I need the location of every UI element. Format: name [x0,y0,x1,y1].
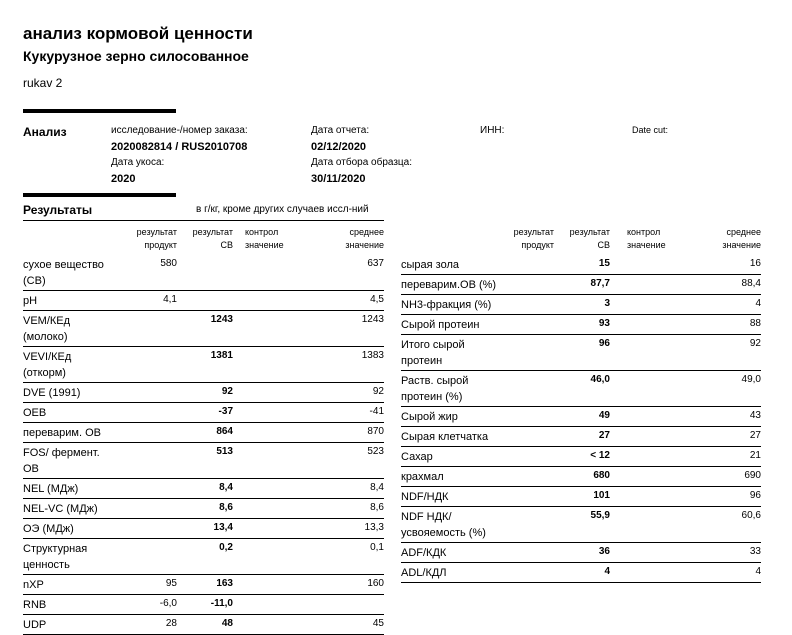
row-control-value [233,595,295,615]
table-row [401,447,761,467]
row-control-value [610,371,672,407]
row-dm-value: 48 [221,618,233,629]
units-note: в г/кг, кроме других случаев иссл-ний [196,204,369,215]
col-dm-header: результат СВ [192,227,233,250]
row-name: OEB [23,407,47,419]
row-product-value [498,447,554,467]
row-avg-value: 1383 [361,350,384,361]
table-row [23,519,384,539]
row-name: Сырой жир [401,411,458,423]
row-avg-value: 60,6 [741,510,761,521]
row-avg-value: 8,6 [370,502,384,513]
row-dm-value: 163 [216,578,233,589]
row-name: Итого сырой протеин [401,339,465,367]
row-control-value [610,543,672,563]
row-dm-value: 55,9 [590,510,610,521]
row-avg-value: 88,4 [741,278,761,289]
row-control-value [233,291,295,311]
row-dm-value: 513 [216,446,233,457]
row-name: ОЭ (МДж) [23,523,74,535]
results-title: Результаты [23,203,93,217]
row-avg-value: 45 [372,618,384,629]
row-name: pH [23,295,38,307]
row-avg-value: 27 [749,430,761,441]
col-product-header: результат продукт [513,227,554,250]
row-product-value [117,383,177,403]
row-dm-value [177,255,233,291]
row-avg-value: 870 [367,426,384,437]
row-product-value [498,295,554,315]
sample-date-label: Дата отбора образца: [311,157,412,168]
table-header-row [23,226,384,255]
row-name: Сырой протеин [401,319,480,331]
row-dm-value: 13,4 [213,522,233,533]
row-avg-value: 1243 [361,314,384,325]
results-table-left [23,226,384,635]
row-product-value [117,539,177,575]
row-product-value [498,255,554,275]
order-label: исследование-/номер заказа: [111,125,248,136]
row-name: NEL (МДж) [23,483,79,495]
table-row [23,499,384,519]
col-dm-header: результат СВ [569,227,610,250]
row-name: nXP [23,579,44,591]
row-avg-value: -41 [369,406,384,417]
table-row [23,311,384,347]
row-name: NDF/НДК [401,491,449,503]
row-dm-value: 8,4 [219,482,233,493]
row-control-value [233,615,295,635]
row-name: ADF/КДК [401,547,447,559]
row-control-value [610,315,672,335]
table-row [23,291,384,311]
report-date-label: Дата отчета: [311,125,370,136]
row-product-value [498,315,554,335]
row-dm-value: 87,7 [590,278,610,289]
table-row [23,403,384,423]
row-control-value [610,295,672,315]
row-dm-value [177,291,233,311]
col-avg-header: среднее значение [722,227,761,250]
row-control-value [610,467,672,487]
row-name: Структурная ценность [23,543,88,571]
row-control-value [233,383,295,403]
row-control-value [233,499,295,519]
table-row [23,615,384,635]
table-row [23,575,384,595]
row-dm-value: 101 [593,490,610,501]
row-name: ADL/КДЛ [401,567,447,579]
table-row [23,443,384,479]
row-dm-value: 36 [598,546,610,557]
table-row [23,595,384,615]
row-control-value [610,255,672,275]
row-control-value [610,487,672,507]
row-dm-value: 46,0 [590,374,610,385]
order-value: 2020082814 / RUS2010708 [111,141,248,153]
table-row [401,427,761,447]
row-control-value [233,311,295,347]
table-row [23,479,384,499]
harvest-date-label: Дата укоса: [111,157,165,168]
row-product-value [117,479,177,499]
table-row [401,507,761,543]
row-dm-value: 93 [598,318,610,329]
row-dm-value: 680 [593,470,610,481]
table-row [401,563,761,583]
report-subtitle: Кукурузное зерно силосованное [23,48,249,64]
analysis-section-label: Анализ [23,125,67,139]
row-control-value [610,507,672,543]
row-control-value [610,335,672,371]
report-title: анализ кормовой ценности [23,24,253,43]
report-date-value: 02/12/2020 [311,141,367,153]
table-row [23,383,384,403]
row-avg-value: 88 [749,318,761,329]
row-avg-value: 8,4 [370,482,384,493]
results-divider [23,220,384,221]
col-product-header: результат продукт [136,227,177,250]
row-control-value [233,443,295,479]
row-avg-value: 4,5 [370,294,384,305]
row-dm-value: 96 [598,338,610,349]
report-author: rukav 2 [23,76,63,90]
row-control-value [233,575,295,595]
row-name: RNB [23,599,47,611]
row-name: сухое вещество (СВ) [23,259,104,287]
row-control-value [233,423,295,443]
row-control-value [233,479,295,499]
table-row [401,255,761,275]
row-product-value: -6,0 [159,598,177,609]
row-control-value [233,403,295,423]
row-product-value [498,543,554,563]
row-product-value [117,311,177,347]
row-avg-value: 0,1 [370,542,384,553]
row-dm-value: 4 [604,566,610,577]
row-product-value [117,423,177,443]
row-name: переварим.ОВ (%) [401,279,497,291]
row-control-value [233,519,295,539]
row-name: NH3-фракция (%) [401,299,492,311]
table-row [401,543,761,563]
row-name: крахмал [401,471,444,483]
row-product-value [117,403,177,423]
col-control-header: контрол значение [245,227,284,250]
row-product-value [498,467,554,487]
row-dm-value: -11,0 [210,598,233,609]
date-cut-label: Date cut: [632,125,669,135]
row-product-value: 28 [165,618,177,629]
row-product-value [498,507,554,543]
row-product-value: 95 [165,578,177,589]
row-avg-value: 92 [749,338,761,349]
row-product-value [117,443,177,479]
row-avg-value: 4 [755,566,761,577]
results-table-right [401,226,761,583]
table-row [401,467,761,487]
row-avg-value: 49,0 [741,374,761,385]
row-product-value [117,499,177,519]
table-row [401,275,761,295]
row-avg-value: 33 [749,546,761,557]
row-control-value [233,347,295,383]
row-avg-value: 523 [367,446,384,457]
table-header-row [401,226,761,255]
table-row [23,347,384,383]
row-avg-value: 92 [372,386,384,397]
row-name: переварим. ОВ [23,427,101,439]
harvest-date-value: 2020 [111,173,136,185]
row-dm-value: 3 [604,298,610,309]
row-control-value [233,539,295,575]
row-product-value [117,347,177,383]
row-dm-value: 49 [598,410,610,421]
row-control-value [233,255,295,291]
row-product-value: 580 [160,258,177,269]
row-avg-value: 637 [367,258,384,269]
table-row [401,295,761,315]
row-dm-value: 27 [598,430,610,441]
col-avg-header: среднее значение [345,227,384,250]
row-name: DVE (1991) [23,387,81,399]
row-name: NDF НДК/усвояемость (%) [401,511,486,539]
row-name: VEVI/КЕд (откорм) [23,351,72,379]
row-name: Сырая клетчатка [401,431,489,443]
sample-date-value: 30/11/2020 [311,173,366,185]
row-product-value [498,335,554,371]
col-control-header: контрол значение [627,227,666,250]
row-avg-value: 21 [749,450,761,461]
row-dm-value: 1381 [210,350,233,361]
row-avg-value: 16 [749,258,761,269]
table-row [23,539,384,575]
table-row [401,371,761,407]
row-product-value [498,407,554,427]
row-product-value [117,519,177,539]
row-name: Раств. сырой протеин (%) [401,375,469,403]
row-control-value [610,447,672,467]
row-control-value [610,563,672,583]
table-row [401,335,761,371]
row-dm-value: 864 [216,426,233,437]
row-dm-value: 1243 [210,314,233,325]
row-product-value [498,427,554,447]
row-dm-value: 0,2 [219,542,233,553]
row-name: FOS/ фермент. ОВ [23,447,100,475]
row-name: сырая зола [401,259,459,271]
row-product-value [498,563,554,583]
inn-label: ИНН: [480,125,505,136]
table-row [401,315,761,335]
section-divider [23,193,176,197]
row-avg-value [295,595,384,615]
table-row [401,487,761,507]
table-row [23,423,384,443]
table-row [23,255,384,291]
row-avg-value: 690 [744,470,761,481]
row-avg-value: 43 [749,410,761,421]
row-product-value: 4,1 [163,294,177,305]
row-product-value [498,487,554,507]
row-product-value [498,371,554,407]
row-product-value [498,275,554,295]
section-divider [23,109,176,113]
row-control-value [610,275,672,295]
row-name: NEL-VC (МДж) [23,503,98,515]
row-avg-value: 4 [755,298,761,309]
row-dm-value: 8,6 [219,502,233,513]
row-name: VEM/КЕд (молоко) [23,315,71,343]
table-row [401,407,761,427]
row-control-value [610,407,672,427]
row-avg-value: 13,3 [364,522,384,533]
row-dm-value: < 12 [590,450,610,461]
row-dm-value: -37 [218,406,233,417]
row-avg-value: 96 [749,490,761,501]
row-dm-value: 15 [598,258,610,269]
row-name: Сахар [401,451,433,463]
row-control-value [610,427,672,447]
row-avg-value: 160 [367,578,384,589]
row-dm-value: 92 [221,386,233,397]
row-name: UDP [23,619,47,631]
